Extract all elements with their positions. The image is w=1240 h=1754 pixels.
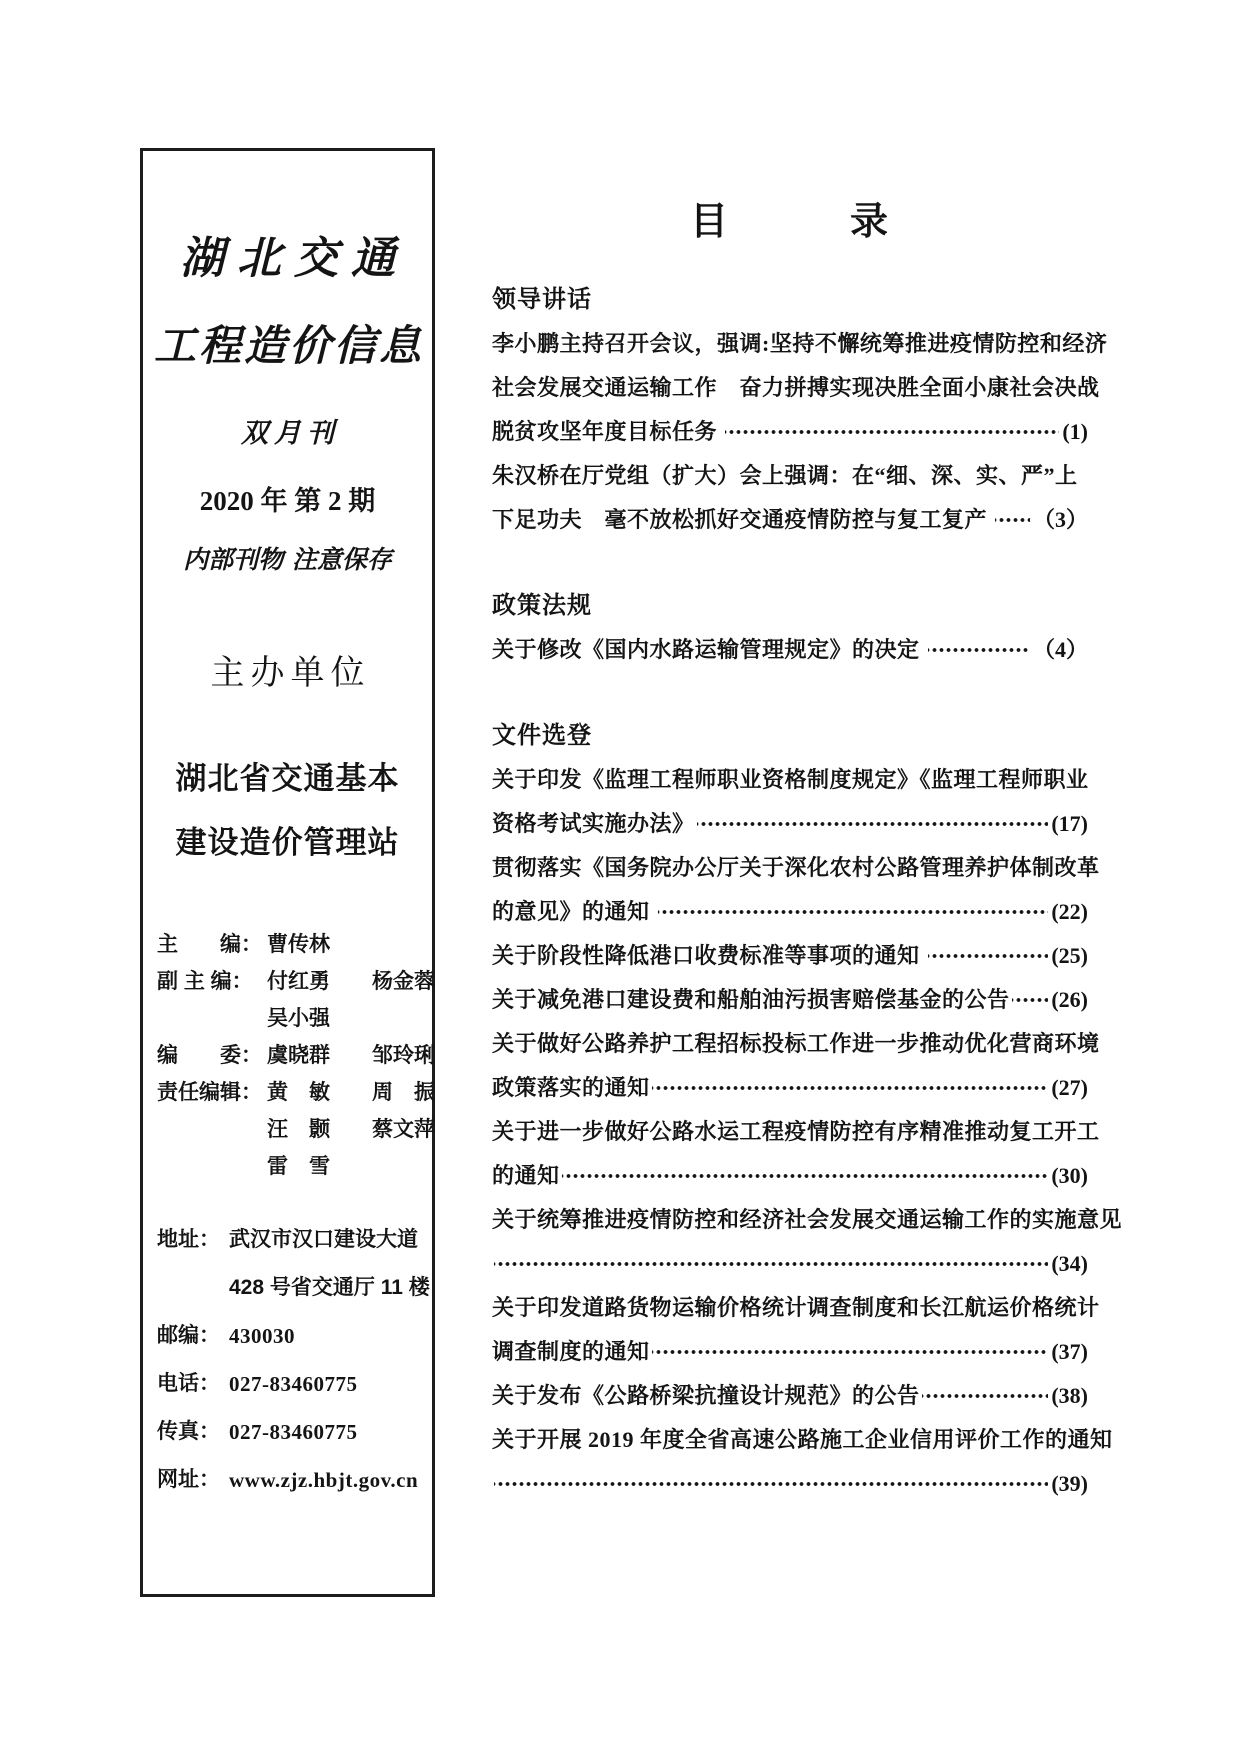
staff-row [157,926,420,963]
organizer-name-line1: 湖北省交通基本 [175,761,400,796]
toc-page-number: (38) [1051,1383,1088,1408]
toc-page-number: (27) [1051,1075,1088,1100]
contact-row [157,1321,422,1351]
toc-entry-line [492,628,1088,672]
toc-entry-line [492,1154,1088,1198]
staff-list [143,926,435,1185]
toc-page-number: (34) [1051,1251,1088,1276]
toc-section-heading: 领导讲话 [492,286,592,313]
toc-entry-text: 关于印发《监理工程师职业资格制度规定》《监理工程师职业 [492,767,1089,792]
toc-section-heading: 政策法规 [492,592,592,619]
staff-row [157,1000,420,1037]
toc-page-number: （3） [1032,507,1088,532]
staff-name: 雷 雪 [267,1155,330,1178]
contact-value: 027-83460775 [229,1372,358,1396]
toc-entry-text: 下足功夫 毫不放松抓好交通疫情防控与复工复产 [492,507,994,532]
toc-entry-text: 关于开展 2019 年度全省高速公路施工企业信用评价工作的通知 [492,1427,1113,1452]
toc-dotted-leader [725,410,1059,454]
toc-section [492,714,1123,1506]
staff-name: 付红勇 杨金蓉 [267,970,435,993]
toc-entry-text: 关于印发道路货物运输价格统计调查制度和长江航运价格统计 [492,1295,1100,1320]
toc-dotted-leader [928,934,1049,978]
staff-role-label [157,1148,267,1185]
toc-title: 目 录 [689,201,890,243]
toc-entry-text: 资格考试实施办法》 [492,811,695,836]
toc-entry-line [492,498,1088,542]
toc-entry-line [492,1330,1088,1374]
contact-value: www.zjz.hbjt.gov.cn [229,1468,419,1492]
contact-label: 地址： [157,1228,220,1251]
toc-entry-line [492,1022,1100,1066]
toc-entry-text: 贯彻落实《国务院办公厅关于深化农村公路管理养护体制改革 [492,855,1100,880]
toc-dotted-leader [995,498,1030,542]
toc-entry-text: 调查制度的通知 [492,1339,650,1364]
toc-entry-text: 关于阶段性降低港口收费标准等事项的通知 [492,943,926,968]
staff-name: 黄 敏 周 振 [267,1081,435,1104]
toc-page-number: (39) [1051,1471,1088,1496]
toc-entry-line [492,1418,1113,1462]
staff-row [157,1037,435,1074]
contact-label: 传真： [157,1420,220,1443]
toc-entry-line [492,1462,1088,1506]
toc-dotted-leader [697,802,1049,846]
organizer-name-line2: 建设造价管理站 [175,825,400,860]
contact-value: 428 号省交通厅 11 楼 [229,1276,430,1299]
toc-entry-text: 李小鹏主持召开会议，强调:坚持不懈统筹推进疫情防控和经济 [492,331,1108,356]
toc-entry-line [492,846,1100,890]
contact-value: 430030 [229,1324,295,1348]
staff-name: 虞晓群 邹玲琍 [267,1044,435,1067]
toc-entry-line [492,1110,1100,1154]
toc-page-number: (26) [1051,987,1088,1012]
staff-name: 曹传林 [267,933,330,956]
toc-entry-line [492,934,1088,978]
toc-page-number: (25) [1051,943,1088,968]
staff-role-label: 主 编： [157,933,262,956]
staff-row [157,963,435,1000]
contact-label: 电话： [157,1372,220,1395]
staff-row [157,1111,435,1148]
contact-list [143,1225,432,1495]
contact-value: 027-83460775 [229,1420,358,1444]
staff-row [157,1148,420,1185]
toc-dotted-leader [562,1154,1049,1198]
staff-row [157,1074,435,1111]
toc-entry-text: 关于进一步做好公路水运工程疫情防控有序精准推动复工开工 [492,1119,1100,1144]
toc-dotted-leader [494,1462,1048,1506]
toc-entry-line [492,366,1100,410]
internal-publication-notice: 内部刊物 注意保存 [183,545,392,574]
toc-entry-line [492,1242,1088,1286]
toc-page-number: (22) [1051,899,1088,924]
contact-label: 网址： [157,1468,220,1491]
contact-row [157,1273,430,1303]
toc-entry-text: 关于统筹推进疫情防控和经济社会发展交通运输工作的实施意见 [492,1207,1123,1232]
toc-entry-text: 朱汉桥在厅党组（扩大）会上强调：在“细、深、实、严”上 [492,463,1078,488]
toc-entry-line [492,1286,1100,1330]
toc-entry-line [492,1066,1088,1110]
toc-entry-text: 脱贫攻坚年度目标任务 [492,419,724,444]
toc-entry-text: 关于修改《国内水路运输管理规定》的决定 [492,637,926,662]
toc-entry-text: 的通知 [492,1163,560,1188]
toc-entry-line [492,1374,1088,1418]
toc-entry-text: 的意见》的通知 [492,899,656,924]
toc-section [492,278,1108,542]
toc-entry-line [492,890,1088,934]
staff-role-label: 副 主 编： [157,970,253,993]
toc-section [492,584,1088,672]
toc-dotted-leader [922,1374,1049,1418]
toc-section-heading: 文件选登 [492,722,592,749]
toc-entry-line [492,978,1088,1022]
toc-entry-line [492,1198,1123,1242]
toc-dotted-leader [658,890,1049,934]
table-of-contents [492,198,1123,1506]
toc-entry-text: 关于发布《公路桥梁抗撞设计规范》的公告 [492,1383,920,1408]
journal-title-line1: 湖北交通 [180,233,408,284]
staff-role-label [157,1111,267,1148]
contact-row [157,1369,422,1399]
toc-entry-line [492,802,1088,846]
toc-page-number: (37) [1051,1339,1088,1364]
toc-page-number: (30) [1051,1163,1088,1188]
toc-entry-line [492,322,1108,366]
journal-title-line2: 工程造价信息 [153,321,424,370]
toc-dotted-leader [1012,978,1049,1022]
contact-row [157,1465,422,1495]
toc-sections [492,278,1123,1506]
toc-dotted-leader [494,1242,1048,1286]
staff-name: 吴小强 [267,1007,330,1030]
toc-page-number: (1) [1062,419,1088,444]
contact-label: 邮编： [157,1324,220,1347]
toc-dotted-leader [928,628,1030,672]
issue-number: 2020 年 第 2 期 [199,486,376,516]
toc-entry-line [492,758,1088,802]
staff-role-label [157,1000,267,1037]
contact-label [157,1273,229,1303]
contact-value: 武汉市汉口建设大道 [229,1228,418,1251]
toc-dotted-leader [652,1330,1049,1374]
toc-entry-text: 社会发展交通运输工作 奋力拼搏实现决胜全面小康社会决战 [492,375,1100,400]
organizer-label: 主办单位 [210,654,371,692]
staff-name: 汪 颢 蔡文萍 [267,1118,435,1141]
contact-row [157,1417,422,1447]
toc-page-number: （4） [1032,637,1088,662]
staff-role-label: 责任编辑： [157,1081,262,1104]
staff-role-label: 编 委： [157,1044,262,1067]
toc-entry-line [492,410,1088,454]
publication-frequency: 双月刊 [241,418,340,449]
toc-dotted-leader [652,1066,1049,1110]
toc-entry-text: 政策落实的通知 [492,1075,650,1100]
toc-entry-text: 关于减免港口建设费和船舶油污损害赔偿基金的公告 [492,987,1010,1012]
toc-page-number: (17) [1051,811,1088,836]
toc-entry-line [492,454,1088,498]
contact-row [157,1225,422,1255]
toc-entry-text: 关于做好公路养护工程招标投标工作进一步推动优化营商环境 [492,1031,1100,1056]
masthead-box [140,148,435,1597]
